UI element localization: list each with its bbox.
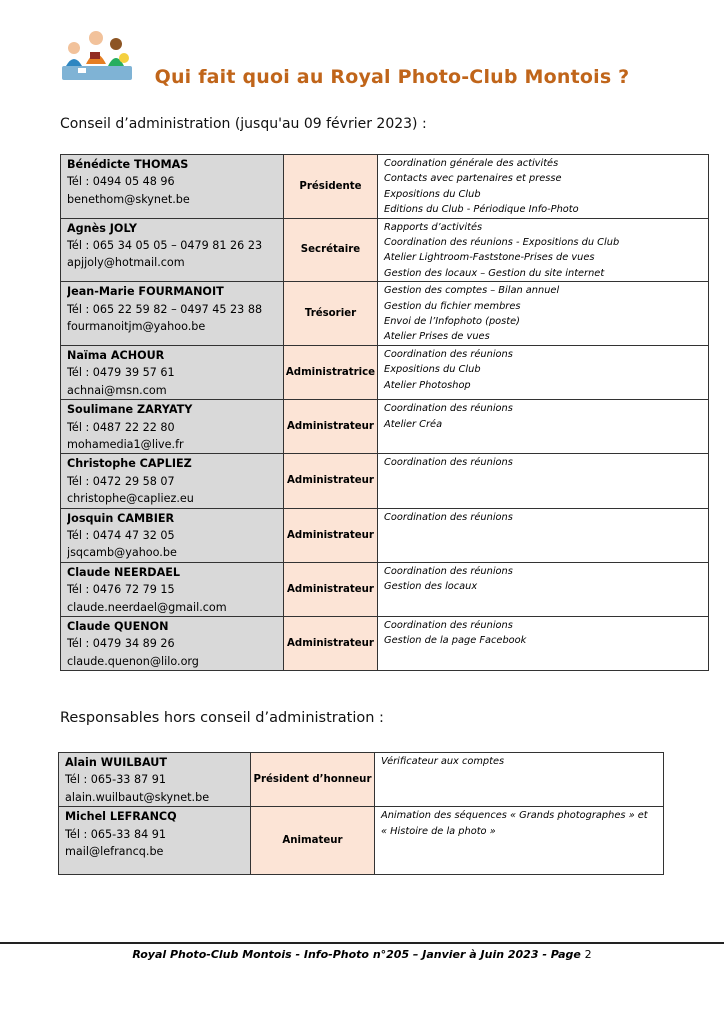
member-row — [61, 218, 709, 282]
member-name: Agnès JOLY — [67, 221, 137, 235]
member-phone: Tél : 0474 47 32 05 — [67, 528, 175, 542]
task-item: Envoi de l’Infophoto (poste) — [384, 316, 520, 328]
member-row — [61, 400, 709, 454]
member-contact-cell — [61, 562, 284, 616]
member-role: Présidente — [284, 155, 378, 219]
member-tasks-cell — [378, 345, 709, 399]
member-name: Jean-Marie FOURMANOIT — [67, 285, 224, 299]
member-email: christophe@capliez.eu — [67, 492, 194, 506]
member-phone: Tél : 0476 72 79 15 — [67, 583, 175, 597]
member-contact-cell — [61, 218, 284, 282]
member-email: achnai@msn.com — [67, 383, 167, 397]
member-phone: Tél : 0494 05 48 96 — [67, 175, 175, 189]
member-tasks-cell — [378, 562, 709, 616]
task-item: Coordination des réunions — [384, 348, 513, 360]
member-tasks-cell — [378, 508, 709, 562]
task-item: Atelier Créa — [384, 418, 443, 430]
member-name: Christophe CAPLIEZ — [67, 457, 192, 471]
member-contact-cell — [61, 155, 284, 219]
task-item: Atelier Photoshop — [384, 379, 471, 391]
member-row — [59, 807, 664, 875]
task-item: Expositions du Club — [384, 188, 481, 200]
member-role: Animateur — [251, 807, 375, 875]
others-heading: Responsables hors conseil d’administration : — [60, 710, 384, 726]
task-item: Editions du Club - Périodique Info-Photo — [384, 204, 579, 216]
task-item: Gestion des locaux — [384, 581, 478, 593]
member-phone: Tél : 065 34 05 05 – 0479 81 26 23 — [67, 239, 263, 253]
member-row — [61, 616, 709, 670]
member-email: mohamedia1@live.fr — [67, 437, 184, 451]
others-table — [58, 752, 664, 875]
member-tasks-cell — [378, 616, 709, 670]
member-tasks-cell — [378, 282, 709, 346]
task-item: Gestion des locaux – Gestion du site internet — [384, 267, 605, 279]
member-name: Josquin CAMBIER — [67, 511, 175, 525]
member-row — [61, 454, 709, 508]
board-table — [60, 154, 709, 671]
member-phone: Tél : 0479 39 57 61 — [67, 366, 175, 380]
task-item: Coordination des réunions — [384, 565, 513, 577]
footer-divider — [0, 942, 724, 944]
task-item: Gestion du fichier membres — [384, 300, 521, 312]
member-email: alain.wuilbaut@skynet.be — [65, 790, 210, 804]
member-role: Secrétaire — [284, 218, 378, 282]
member-role: Administrateur — [284, 562, 378, 616]
member-email: claude.quenon@lilo.org — [67, 654, 199, 668]
member-role: Administratrice — [284, 345, 378, 399]
task-item: Coordination des réunions — [384, 511, 513, 523]
member-name: Naïma ACHOUR — [67, 348, 165, 362]
member-contact-cell — [59, 807, 251, 875]
task-item: Contacts avec partenaires et presse — [384, 173, 562, 185]
member-email: fourmanoitjm@yahoo.be — [67, 320, 206, 334]
task-item: « Histoire de la photo » — [381, 825, 496, 837]
member-tasks-cell — [378, 400, 709, 454]
task-item: Coordination des réunions — [384, 457, 513, 469]
member-contact-cell — [61, 508, 284, 562]
member-row — [59, 753, 664, 807]
member-name: Bénédicte THOMAS — [67, 158, 189, 171]
task-item: Expositions du Club — [384, 364, 481, 376]
task-item: Coordination des réunions — [384, 619, 513, 631]
member-tasks-cell — [375, 753, 664, 807]
member-row — [61, 345, 709, 399]
member-email: benethom@skynet.be — [67, 192, 190, 206]
task-item: Coordination des réunions — [384, 403, 513, 415]
member-email: mail@lefrancq.be — [65, 845, 164, 859]
task-item: Gestion de la page Facebook — [384, 635, 527, 647]
member-contact-cell — [61, 345, 284, 399]
member-role: Administrateur — [284, 616, 378, 670]
member-tasks-cell — [375, 807, 664, 875]
member-role: Administrateur — [284, 400, 378, 454]
member-row — [61, 155, 709, 219]
member-phone: Tél : 0479 34 89 26 — [67, 637, 175, 651]
member-phone: Tél : 0472 29 58 07 — [67, 474, 175, 488]
member-phone: Tél : 065-33 87 91 — [65, 773, 167, 787]
footer-text: Royal Photo-Club Montois - Info-Photo n°205 – Janvier à Juin 2023 - Page — [132, 948, 585, 961]
member-name: Claude QUENON — [67, 619, 169, 633]
board-heading: Conseil d’administration (jusqu'au 09 février 2023) : — [60, 116, 427, 132]
member-name: Alain WUILBAUT — [65, 756, 168, 769]
member-phone: Tél : 0487 22 22 80 — [67, 420, 175, 434]
member-contact-cell — [61, 400, 284, 454]
task-item: Animation des séquences « Grands photographes » et — [381, 810, 648, 822]
task-item: Rapports d’activités — [384, 221, 483, 233]
member-tasks-cell — [378, 218, 709, 282]
member-row — [61, 562, 709, 616]
task-item: Gestion des comptes – Bilan annuel — [384, 285, 560, 297]
member-row — [61, 508, 709, 562]
task-item: Coordination générale des activités — [384, 158, 559, 169]
member-phone: Tél : 065 22 59 82 – 0497 45 23 88 — [67, 302, 263, 316]
member-name: Michel LEFRANCQ — [65, 810, 177, 824]
member-role: Président d’honneur — [251, 753, 375, 807]
task-item: Atelier Prises de vues — [384, 331, 490, 343]
member-contact-cell — [61, 454, 284, 508]
member-email: claude.neerdael@gmail.com — [67, 600, 227, 614]
page-footer — [0, 948, 724, 961]
member-tasks-cell — [378, 454, 709, 508]
member-email: apjjoly@hotmail.com — [67, 256, 185, 270]
member-name: Soulimane ZARYATY — [67, 403, 193, 417]
member-tasks-cell — [378, 155, 709, 219]
member-email: jsqcamb@yahoo.be — [67, 546, 177, 560]
member-contact-cell — [61, 616, 284, 670]
task-item: Coordination des réunions - Expositions du Club — [384, 237, 620, 249]
task-item: Atelier Lightroom-Faststone-Prises de vues — [384, 252, 595, 264]
member-contact-cell — [61, 282, 284, 346]
member-contact-cell — [59, 753, 251, 807]
member-role: Administrateur — [284, 454, 378, 508]
task-item: Vérificateur aux comptes — [381, 756, 505, 767]
member-row — [61, 282, 709, 346]
page-title: Qui fait quoi au Royal Photo-Club Montois ? — [154, 66, 630, 88]
member-role: Trésorier — [284, 282, 378, 346]
member-name: Claude NEERDAEL — [67, 565, 181, 579]
member-phone: Tél : 065-33 84 91 — [65, 827, 167, 841]
page-number: 2 — [584, 948, 592, 961]
member-role: Administrateur — [284, 508, 378, 562]
